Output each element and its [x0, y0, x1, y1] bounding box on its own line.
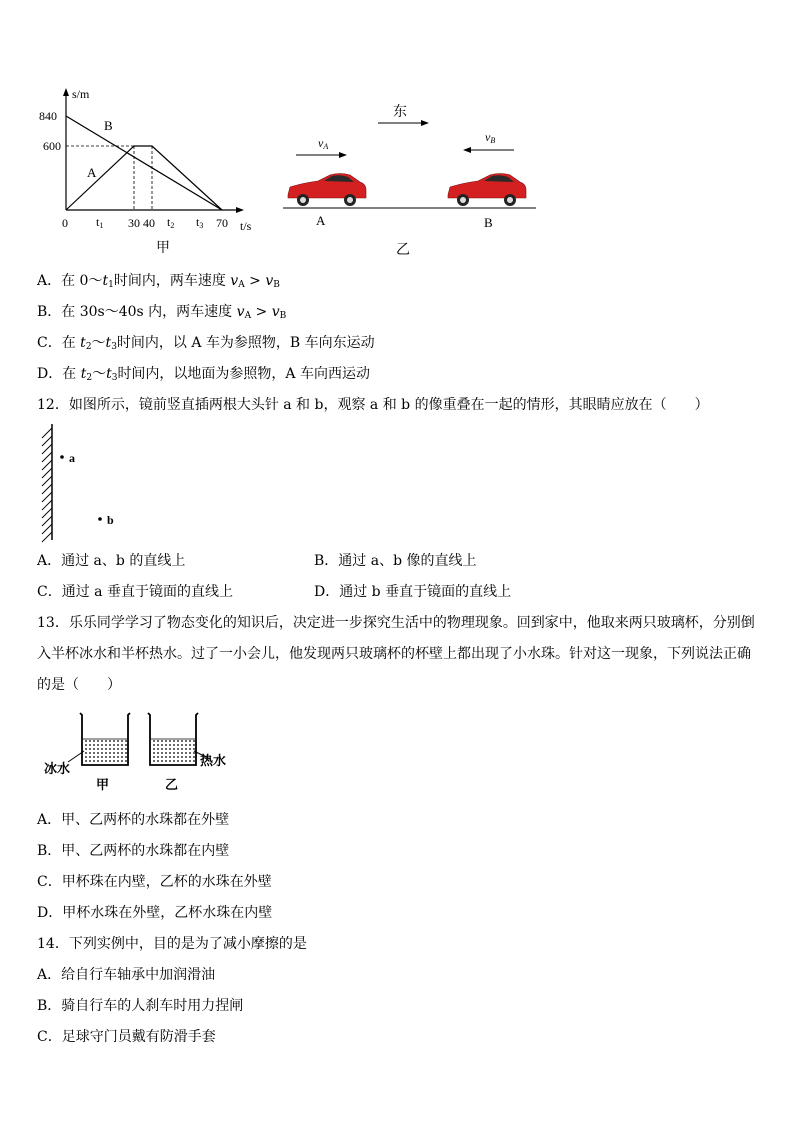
va-sub-text: A: [244, 311, 252, 321]
q11-option-d[interactable]: D．在 $t_2\sim t_3$时间内，以地面为参照物，A 车向西运动: [37, 366, 370, 383]
beaker-a-caption: 甲: [96, 777, 110, 792]
pin-a-label: a: [69, 451, 75, 465]
q11-option-a[interactable]: A．在 $0\sim t_1$时间内，两车速度 $v_A > v_B$: [37, 273, 280, 290]
mirror-hatching: [42, 428, 52, 542]
x-tick-40: 40: [143, 216, 155, 230]
label-ice-water: 冰水: [44, 761, 71, 776]
car-b-body: [448, 174, 526, 199]
x-tick-t2: [167, 215, 174, 230]
x-tick-t3-sub: 3: [199, 221, 204, 230]
x-axis-label: t/s: [240, 219, 252, 233]
x-tick-70: 70: [216, 216, 228, 230]
x-tick-30: 30: [128, 216, 140, 230]
t2-sub: 2: [85, 342, 92, 352]
va-arrow-head: [339, 152, 347, 158]
q14-option-c[interactable]: C．足球守门员戴有防滑手套: [37, 1029, 216, 1045]
x-tick-0: 0: [62, 216, 68, 230]
car-a-hub-rear: [347, 197, 353, 203]
x-tick-t2-sub: 2: [170, 221, 175, 230]
beaker-b-water: [151, 739, 195, 764]
car-b-hub-rear: [507, 197, 513, 203]
beaker-b: [148, 713, 198, 765]
line-b: [66, 116, 222, 210]
vb-sub: B: [490, 136, 496, 145]
t3-sub: 3: [111, 373, 118, 383]
vb-symbol: v: [265, 273, 274, 289]
q12-option-b[interactable]: B．通过 a、b 像的直线上: [314, 553, 477, 569]
y-tick-600: 600: [43, 139, 61, 153]
y-axis-label: s/m: [72, 87, 90, 101]
va-sub-text: A: [238, 280, 245, 290]
y-axis-arrow: [63, 88, 69, 96]
t1-sub: 1: [108, 280, 114, 290]
t2-symbol: t: [80, 366, 87, 382]
direction-label: 东: [393, 105, 407, 120]
q13-option-a[interactable]: A．甲、乙两杯的水珠都在外壁: [37, 812, 230, 828]
car-scene: [278, 95, 548, 235]
va-sub: A: [323, 142, 329, 151]
pin-b: [98, 517, 102, 521]
pin-b-label: b: [107, 513, 114, 527]
t3-sub: 3: [111, 342, 117, 352]
label-hot-water: 热水: [200, 753, 227, 768]
va-symbol: v: [230, 273, 239, 289]
q14-option-b[interactable]: B．骑自行车的人刹车时用力捏闸: [37, 998, 244, 1014]
vb-arrow-head: [463, 147, 471, 153]
beakers-figure: [40, 707, 250, 797]
q13-stem: 13．乐乐同学学习了物态变化的知识后，决定进一步探究生活中的物理现象。回到家中，他取来两只玻璃杯，分别倒入半杯冰水和半杯热水。过了一小会儿，他发现两只玻璃杯的杯壁上都出现了小水珠。针对这一现象，下列说法正确的是（ ）: [37, 615, 755, 693]
t1-symbol: t: [102, 273, 109, 289]
t3-symbol: t: [106, 366, 112, 382]
q11-option-b[interactable]: B．在 30s～40s 内，两车速度 $v_A > v_B$: [37, 304, 287, 321]
mirror-figure: [38, 422, 128, 547]
x-tick-t1-text: t: [96, 215, 100, 229]
t2-sub: 2: [86, 373, 93, 383]
y-tick-840: 840: [39, 109, 57, 123]
x-tick-30-40: [128, 216, 155, 230]
vb-label: vB: [485, 130, 496, 145]
line-label-b: B: [104, 118, 113, 133]
q14-stem: 14．下列实例中，目的是为了减小摩擦的是: [37, 936, 307, 952]
q11-option-c[interactable]: C．在 $t_2\sim t_3$时间内，以 A 车为参照物，B 车向东运动: [37, 335, 375, 352]
x-axis-arrow: [236, 207, 244, 213]
x-tick-t1: [96, 215, 103, 230]
q14-option-a[interactable]: A．给自行车轴承中加润滑油: [37, 967, 216, 983]
x-tick-t2-text: t: [167, 215, 171, 229]
car-a-body: [288, 174, 366, 199]
x-tick-t3: [196, 215, 203, 230]
east-arrow-head: [421, 120, 429, 126]
vb-sub-text: B: [273, 280, 280, 290]
pin-a: [60, 455, 64, 459]
scene-caption: 乙: [396, 242, 410, 258]
vb-sub-text: B: [279, 311, 287, 321]
car-a-label: A: [316, 213, 326, 228]
beaker-a-water: [83, 739, 127, 764]
x-tick-t1-sub: 1: [99, 221, 104, 230]
q13-option-c[interactable]: C．甲杯珠在内壁，乙杯的水珠在外壁: [37, 874, 272, 890]
car-b-label: B: [484, 215, 493, 230]
car-a: [288, 174, 366, 207]
q12-option-a[interactable]: A．通过 a、b 的直线上: [37, 553, 186, 569]
car-b: [448, 174, 526, 207]
q13-option-d[interactable]: D．甲杯水珠在外壁，乙杯水珠在内壁: [37, 905, 273, 921]
beaker-b-caption: 乙: [165, 777, 179, 792]
q12-option-c[interactable]: C．通过 a 垂直于镜面的直线上: [37, 584, 233, 600]
line-label-a: A: [87, 165, 97, 180]
t3-symbol: t: [105, 335, 112, 351]
graph-caption: 甲: [156, 240, 170, 256]
va-label: vA: [318, 136, 329, 151]
vb-symbol: v: [271, 304, 280, 320]
car-a-hub-front: [300, 197, 306, 203]
st-graph: [34, 80, 264, 260]
va-symbol: v: [236, 304, 245, 320]
q13-option-b[interactable]: B．甲、乙两杯的水珠都在内壁: [37, 843, 230, 859]
q12-option-d[interactable]: D．通过 b 垂直于镜面的直线上: [314, 584, 512, 600]
x-tick-t3-text: t: [196, 215, 200, 229]
beaker-a: [80, 713, 130, 765]
t2-symbol: t: [80, 335, 86, 351]
car-b-hub-front: [460, 197, 466, 203]
q12-stem: 12．如图所示，镜前竖直插两根大头针 a 和 b，观察 a 和 b 的像重叠在一起的情形，其眼睛应放在（ ）: [37, 397, 709, 413]
